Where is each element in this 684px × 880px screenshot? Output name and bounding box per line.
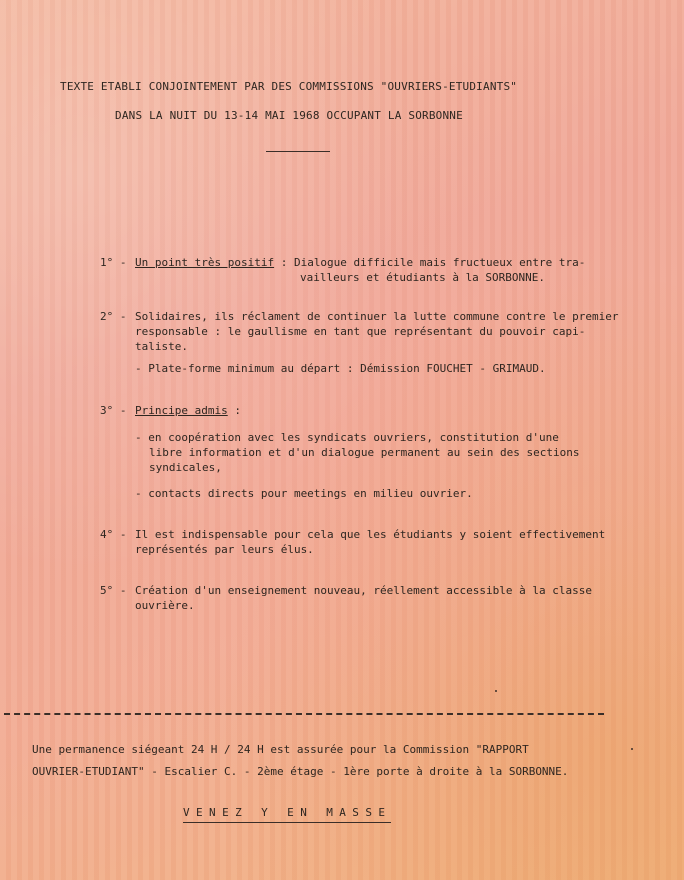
item-4-line-1: Il est indispensable pour cela que les étudiants y soient effectivement [135,528,606,541]
section-divider [4,713,604,715]
footer-slogan: VENEZ Y EN MASSE [183,806,391,823]
header-line-1: TEXTE ETABLI CONJOINTEMENT PAR DES COMMISSIONS "OUVRIERS-ETUDIANTS" [60,80,518,93]
item-5 [0,583,684,615]
item-2 [0,309,684,379]
item-1-text-2: vailleurs et étudiants à la SORBONNE. [300,271,546,284]
item-2-number: 2° - [100,310,127,323]
item-1-line-1 [135,255,585,270]
item-5-line-1: Création d'un enseignement nouveau, réellement accessible à la classe [135,584,592,597]
item-3-sub-1-line-2: libre information et d'un dialogue permanent au sein des sections [149,446,580,459]
item-3-title-suffix: : [227,404,241,417]
header-line-2: DANS LA NUIT DU 13-14 MAI 1968 OCCUPANT LA SORBONNE [115,109,463,122]
item-3-sub-1-line-1: - en coopération avec les syndicats ouvriers, constitution d'une [135,431,559,444]
item-1-title: Un point très positif [135,256,275,269]
item-2-line-3: taliste. [135,340,188,353]
item-3-title-line [135,403,241,418]
permanence-line-2: OUVRIER-ETUDIANT" - Escalier C. - 2ème étage - 1ère porte à droite à la SORBONNE. [32,765,569,778]
item-3-title: Principe admis [135,404,228,417]
item-4-number: 4° - [100,528,127,541]
item-2-line-1: Solidaires, ils réclament de continuer la lutte commune contre le premier [135,310,619,323]
item-1-text-1: : Dialogue difficile mais fructueux entre tra- [274,256,586,269]
item-4-line-2: représentés par leurs élus. [135,543,314,556]
item-3-sub-2: - contacts directs pour meetings en milieu ouvrier. [135,487,473,500]
item-5-line-2: ouvrière. [135,599,195,612]
permanence-line-1: Une permanence siégeant 24 H / 24 H est assurée pour la Commission "RAPPORT [32,743,529,756]
item-1 [0,255,684,287]
header-divider [266,151,330,152]
item-4 [0,527,684,559]
item-2-sub-1: - Plate-forme minimum au départ : Démission FOUCHET - GRIMAUD. [135,362,546,375]
item-2-line-2: responsable : le gaullisme en tant que représentant du pouvoir capi- [135,325,586,338]
item-5-number: 5° - [100,584,127,597]
item-3-sub-1-line-3: syndicales, [149,461,222,474]
item-1-number: 1° - [100,256,127,269]
item-3-number: 3° - [100,404,127,417]
item-3 [0,403,684,503]
ink-speck [631,748,633,750]
ink-speck [495,690,497,692]
